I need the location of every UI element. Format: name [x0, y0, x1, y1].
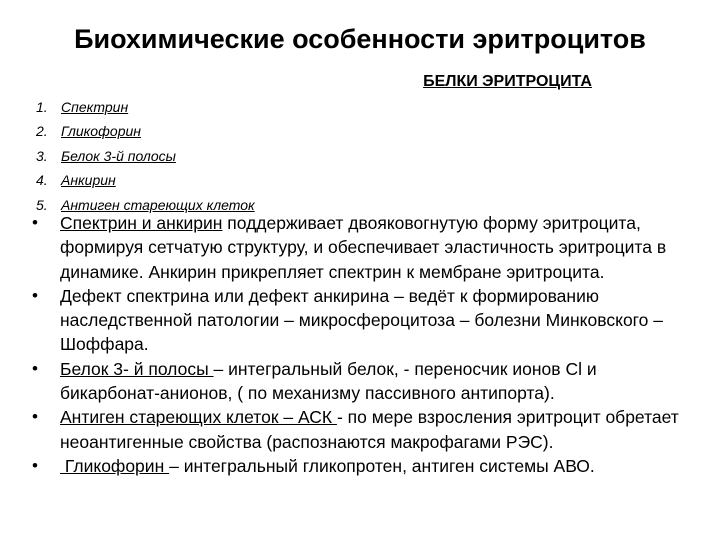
list-number: 5.	[36, 196, 48, 213]
list-item-text: Анкирин	[61, 172, 116, 189]
subtitle-text: БЕЛКИ ЭРИТРОЦИТА	[423, 73, 592, 90]
list-item-text: Белок 3-й полосы	[61, 147, 176, 164]
bullet-icon: •	[32, 407, 38, 427]
numbered-list-item	[36, 97, 255, 121]
bullet-text: - по мере взросления эритроцит обретает неоантигенные свойства (распознаются макрофагами РЭС).	[60, 407, 679, 452]
bullet-item	[32, 405, 692, 454]
numbered-list-item	[36, 121, 255, 145]
bullet-icon: •	[32, 358, 38, 378]
bullet-text: поддерживает двояковогнутую форму эритроцита, формируя сетчатую структуру, и обеспечивает эластичность эритроцита в динамике. Анкирин прикрепляет спектрин к мембране эритроцита.	[60, 213, 667, 282]
list-number: 2.	[36, 123, 48, 140]
list-item-text: Гликофорин	[61, 123, 141, 140]
list-number: 1.	[36, 99, 48, 115]
bullet-icon: •	[32, 285, 38, 305]
protein-numbered-list	[36, 97, 255, 219]
bullet-lead: Гликофорин	[60, 455, 170, 476]
bullet-text: – интегральный белок, - переносчик ионов Cl и бикарбонат-анионов, ( по механизму пассивного антипорта).	[60, 358, 597, 404]
bullet-text: Дефект спектрина или дефект анкирина – ведёт к формированию наследственной патологии – микросфероцитоза – болезни Минковского – Шоффара.	[60, 285, 663, 355]
slide-title: Биохимические особенности эритроцитов	[74, 24, 646, 54]
list-item-text: Антиген стареющих клеток	[61, 196, 255, 213]
bullet-item	[32, 284, 692, 357]
list-number: 3.	[36, 147, 48, 164]
bullet-lead: Спектрин и анкирин	[60, 213, 223, 233]
bullet-item	[32, 454, 692, 478]
bullet-icon: •	[32, 455, 38, 475]
list-number: 4.	[36, 172, 48, 189]
bullet-text: – интегральный гликопротен, антиген системы АВО.	[169, 455, 595, 476]
numbered-list-item	[36, 170, 255, 194]
bullet-lead: Белок 3- й полосы	[60, 358, 214, 379]
numbered-list-item	[36, 146, 255, 170]
slide-subtitle	[0, 72, 720, 92]
bullet-item	[32, 211, 692, 284]
description-bullet-list	[32, 211, 692, 478]
bullet-lead: Антиген стареющих клеток – АСК	[60, 407, 337, 428]
list-item-text: Спектрин	[61, 99, 129, 115]
bullet-icon: •	[32, 213, 38, 232]
bullet-item	[32, 357, 692, 406]
